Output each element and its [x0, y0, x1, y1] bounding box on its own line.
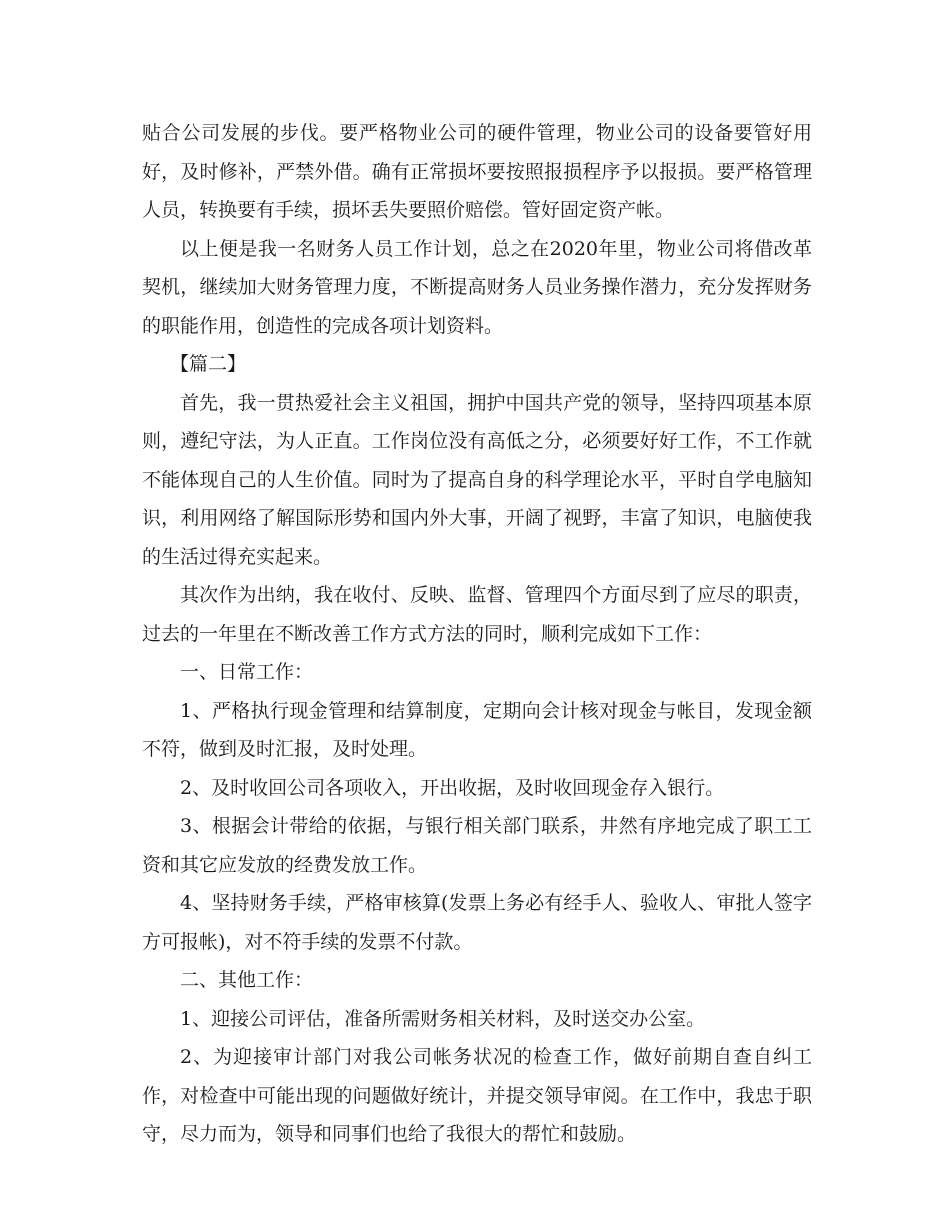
- list-item: 3、根据会计带给的依据，与银行相关部门联系，井然有序地完成了职工工资和其它应发放的经费发放工作。: [142, 815, 812, 876]
- document-body: [142, 114, 812, 1154]
- paragraph: 首先，我一贯热爱社会主义祖国，拥护中国共产党的领导，坚持四项基本原则，遵纪守法，为人正直。工作岗位没有高低之分，必须要好好工作，不工作就不能体现自己的人生价值。同时为了提高自身的科学理论水平，平时自学电脑知识，利用网络了解国际形势和国内外大事，开阔了视野，丰富了知识，电脑使我的生活过得充实起来。: [142, 391, 812, 568]
- section-heading: 【篇二】: [170, 353, 247, 375]
- list-item: 1、严格执行现金管理和结算制度，定期向会计核对现金与帐目，发现金额不符，做到及时汇报，及时处理。: [142, 699, 812, 760]
- paragraph: 以上便是我一名财务人员工作计划，总之在2020年里，物业公司将借改革契机，继续加大财务管理力度，不断提高财务人员业务操作潜力，充分发挥财务的职能作用，创造性的完成各项计划资料。: [142, 237, 812, 337]
- list-item: 1、迎接公司评估，准备所需财务相关材料，及时送交办公室。: [180, 1007, 706, 1030]
- list-item: 2、为迎接审计部门对我公司帐务状况的检查工作，做好前期自查自纠工作，对检查中可能出现的问题做好统计，并提交领导审阅。在工作中，我忠于职守，尽力而为，领导和同事们也给了我很大的帮忙和鼓励。: [142, 1046, 812, 1145]
- paragraph: 贴合公司发展的步伐。要严格物业公司的硬件管理，物业公司的设备要管好用好，及时修补，严禁外借。确有正常损坏要按照报损程序予以报损。要严格管理人员，转换要有手续，损坏丢失要照价赔偿。管好固定资产帐。: [142, 122, 812, 221]
- paragraph: 其次作为出纳，我在收付、反映、监督、管理四个方面尽到了应尽的职责，过去的一年里在不断改善工作方式方法的同时，顺利完成如下工作：: [142, 584, 812, 645]
- list-item: 4、坚持财务手续，严格审核算(发票上务必有经手人、验收人、审批人签字方可报帐)，对不符手续的发票不付款。: [142, 892, 812, 953]
- subheading: 一、日常工作：: [180, 661, 314, 683]
- list-item: 2、及时收回公司各项收入，开出收据，及时收回现金存入银行。: [180, 776, 725, 799]
- subheading: 二、其他工作：: [180, 969, 314, 991]
